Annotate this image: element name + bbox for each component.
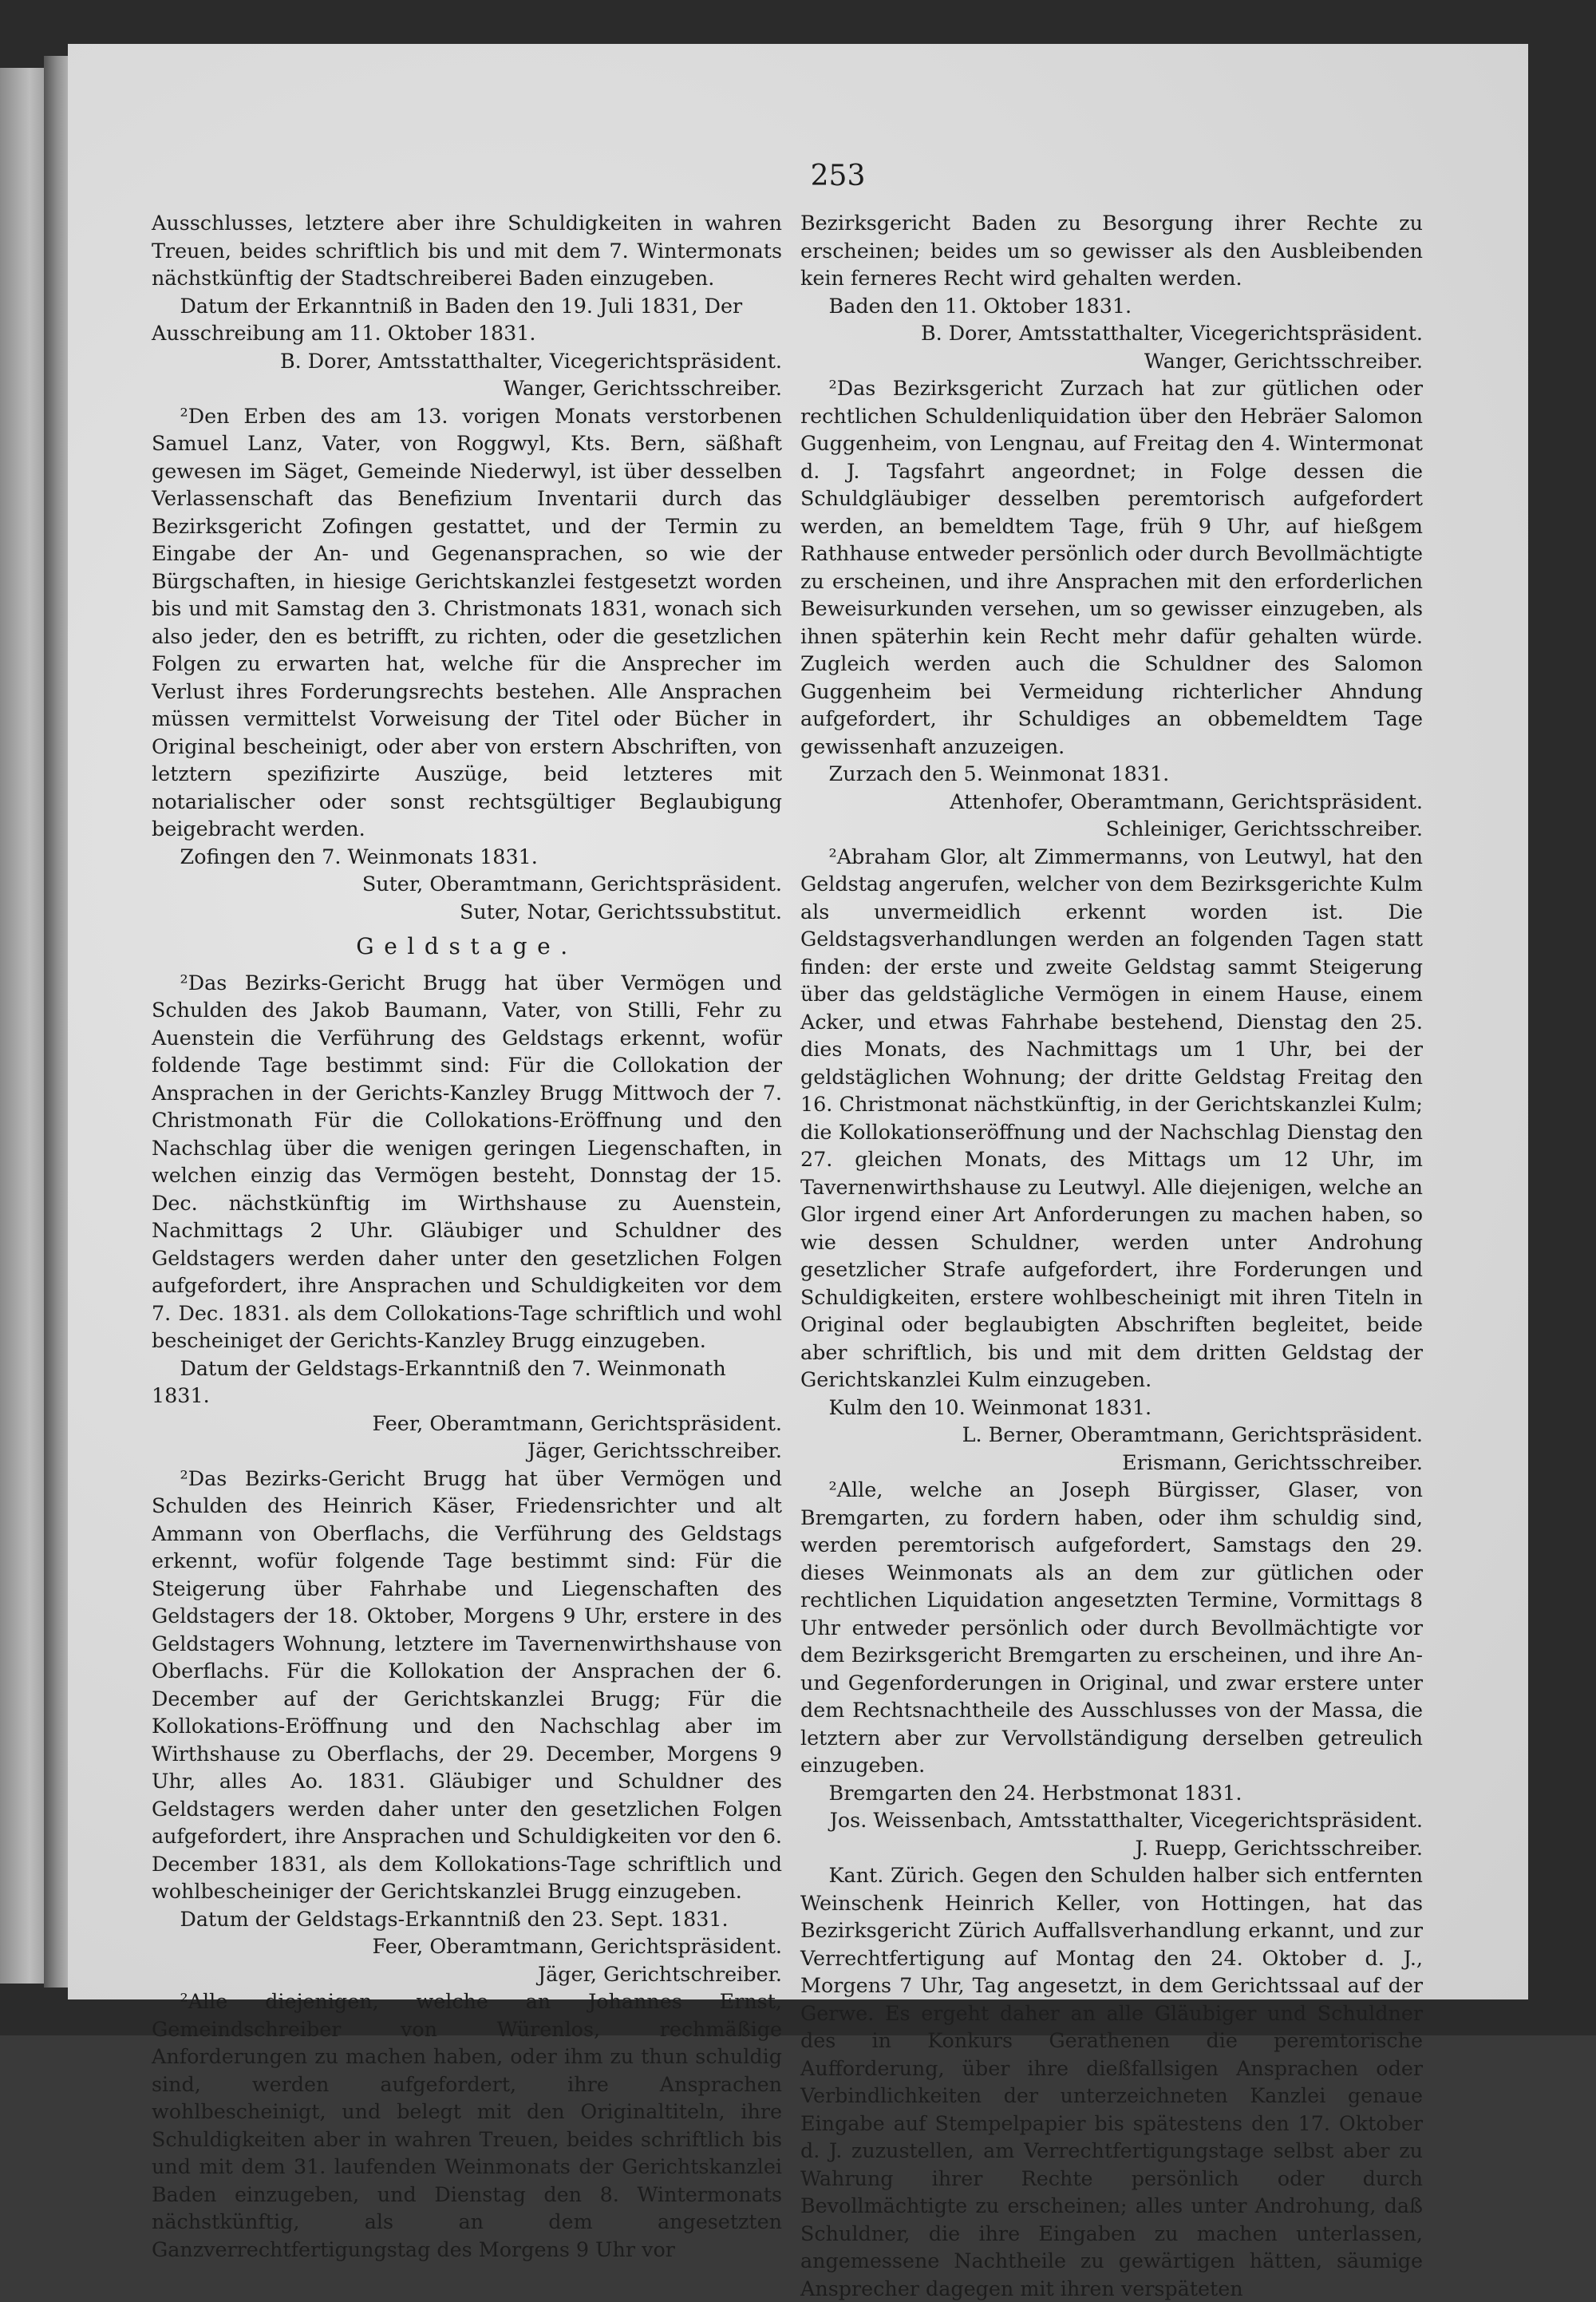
notice-dateline: Zofingen den 7. Weinmonats 1831. (180, 844, 538, 868)
notice-dateline: Baden den 11. Oktober 1831. (828, 293, 1132, 318)
notice-signature: Jos. Weissenbach, Amtsstatthalter, Vicegerichtspräsident. (829, 1808, 1423, 1832)
notice-signature: B. Dorer, Amtsstatthalter, Vicegerichtspräsident. (920, 321, 1423, 345)
notice-entry: ²Alle diejenigen, welche an Johannes Ernst, Gemeindschreiber von Würenlos, rechmäßige Anforderungen zu machen haben, oder ihm zu thun schuldig sind, werden aufgefordert, ihre Ansprachen wohlbescheinigt, und belegt mit den Originaltiteln, ihre Schuldigkeiten aber in wahren Treuen, beides schriftlich bis und mit dem 31. laufenden Weinmonats der Gerichtskanzlei Baden einzugeben, und Dienstag den 8. Wintermonats nächstkünftig, als an dem angesetzten Ganzverrechtfertigungstag des Morgens 9 Uhr vor (152, 1989, 782, 2261)
notice-entry: ²Den Erben des am 13. vorigen Monats verstorbenen Samuel Lanz, Vater, von Roggwyl, Kts. Bern, säßhaft gewesen im Säget, Gemeinde Niederwyl, ist über desselben Verlassenschaft das Benefizium Inventarii durch das Bezirksgericht Zofingen gestattet, und der Termin zu Eingabe der An- und Gegenansprachen, so wie der Bürgschaften, in hiesige Gerichtskanzlei festgesetzt worden bis und mit Samstag den 3. Christmonats 1831, wonach sich also jeder, den es betrifft, zu richten, oder die gesetzlichen Folgen zu erwarten hat, welche für die Ansprecher im Verlust ihres Forderungsrechts bestehen. Alle Ansprachen müssen vermittelst Vorweisung der Titel oder Bücher in Original bescheinigt, oder aber von erstern Abschriften, von letztern spezifizirte Auszüge, beid letzteres mit notarialischer oder sonst rechtsgültiger Beglaubigung beigebracht werden. (152, 403, 782, 841)
notice-signature: Wanger, Gerichtsschreiber. (503, 376, 782, 400)
notice-signature: Attenhofer, Oberamtmann, Gerichtspräsident. (950, 789, 1423, 813)
notice-entry: ²Das Bezirksgericht Zurzach hat zur gütlichen oder rechtlichen Schuldenliquidation über den Hebräer Salomon Guggenheim, von Lengnau, auf Freitag den 4. Wintermonat d. J. Tagsfahrt angeordnet; in Folge dessen die Schuldgläubiger desselben peremtorisch aufgefordert werden, an bemeldtem Tage, früh 9 Uhr, auf hießgem Rathhause entweder persönlich oder durch Bevollmächtigte zu erscheinen, und ihre Ansprachen mit den erforderlichen Beweisurkunden versehen, um so gewisser einzugeben, als ihnen späterhin kein Recht mehr dafür gehalten würde. Zugleich werden auch die Schuldner des Salomon Guggenheim bei Vermeidung richterlicher Ahndung aufgefordert, ihr Schuldiges an obbemeldtem Tage gewissenhaft anzuzeigen. (800, 376, 1423, 758)
notice-entry: ²Alle, welche an Joseph Bürgisser, Glaser, von Bremgarten, zu fordern haben, oder ihm schuldig sind, werden peremtorisch aufgefordert, Samstags den 29. dieses Weinmonats als an dem zur gütlichen oder rechtlichen Liquidation angesetzten Termine, Vormittags 8 Uhr entweder persönlich oder durch Bevollmächtigte vor dem Bezirksgericht Bremgarten zu erscheinen, und ihre An- und Gegenforderungen in Original, und zwar erstere unter dem Rechtsnachtheile des Ausschlusses von der Massa, die letztern aber zur Vervollständigung derselben getreulich einzugeben. (800, 1477, 1423, 1777)
section-heading: Geldstage. (356, 933, 578, 959)
notice-signature: Erismann, Gerichtsschreiber. (1122, 1450, 1423, 1474)
notice-continuation: Bezirksgericht Baden zu Besorgung ihrer Rechte zu erscheinen; beides um so gewisser als den Ausbleibenden kein ferneres Recht wird gehalten werden. (800, 211, 1423, 290)
notice-dateline: Kulm den 10. Weinmonat 1831. (828, 1394, 1152, 1419)
notice-signature: Schleiniger, Gerichtsschreiber. (1105, 817, 1423, 841)
notice-signature: Suter, Notar, Gerichtssubstitut. (460, 899, 782, 924)
notice-continuation: Ausschlusses, letztere aber ihre Schuldigkeiten in wahren Treuen, beides schriftlich bis und mit dem 7. Wintermonats nächstkünftig der Stadtschreiberei Baden einzugeben. (152, 211, 782, 290)
notice-signature: Suter, Oberamtmann, Gerichtspräsident. (361, 872, 782, 896)
notice-dateline: Zurzach den 5. Weinmonat 1831. (828, 761, 1170, 785)
notice-entry: ²Das Bezirks-Gericht Brugg hat über Vermögen und Schulden des Jakob Baumann, Vater, von Stilli, Fehr zu Auenstein die Verführung des Geldstags erkennt, wofür foldende Tage bestimmt sind: Für die Collokation der Ansprachen in der Gerichts-Kanzley Brugg Mittwoch der 7. Christmonath Für die Collokations-Eröffnung und den Nachschlag über die wenigen geringen Liegenschaften, in welchen einzig das Vermögen besteht, Donnstag der 15. Dec. nächstkünftig im Wirthshause zu Auenstein, Nachmittags 2 Uhr. Gläubiger und Schuldner des Geldstagers werden daher unter den gesetzlichen Folgen aufgefordert, ihre Ansprachen und Schuldigkeiten vor dem 7. Dec. 1831. als dem Collokations-Tage schriftlich und wohl bescheiniget der Gerichts-Kanzley Brugg einzugeben. (152, 970, 782, 1352)
notice-signature: Feer, Oberamtmann, Gerichtspräsident. (372, 1410, 782, 1435)
facing-page-edge (0, 68, 49, 1984)
notice-dateline: Datum der Geldstags-Erkanntniß den 7. Weinmonath 1831. (152, 1355, 726, 1407)
notice-entry: Kant. Zürich. Gegen den Schulden halber sich entfernten Weinschenk Heinrich Keller, von Hottingen, hat das Bezirksgericht Zürich Auffallsverhandlung erkannt, und zur Verrechtfertigung auf Montag den 24. Oktober d. J., Morgens 7 Uhr, Tag angesetzt, in dem Gerichtssaal auf der Gerwe. Es ergeht daher an alle Gläubiger und Schuldner des in Konkurs Gerathenen die peremtorische Aufforderung, über ihre dießfallsigen Ansprachen oder Verbindlichkeiten der unterzeichneten Kanzlei genaue Eingabe auf Stempelpapier bis spätestens den 17. Oktober d. J. zuzustellen, am Verrechtfertigungstage selbst aber zu Wahrung ihrer Rechte persönlich oder durch Bevollmächtigte zu erscheinen; alles unter Androhung, daß Schuldner, die ihre Eingaben zu machen unterlassen, angemessene Nachtheile zu gewärtigen hätten, säumige Ansprecher dagegen mit ihren verspäteten (800, 1863, 1423, 2300)
left-column (152, 209, 782, 2263)
notice-entry: ²Das Bezirks-Gericht Brugg hat über Vermögen und Schulden des Heinrich Käser, Friedensrichter und alt Ammann von Oberflachs, die Verführung des Geldstags erkennt, wofür folgende Tage bestimmt sind: Für die Steigerung über Fahrhabe und Liegenschaften des Geldstagers der 18. Oktober, Morgens 9 Uhr, erstere in des Geldstagers Wohnung, letztere im Tavernenwirthshause von Oberflachs. Für die Kollokation der Ansprachen der 6. December auf der Gerichtskanzlei Brugg; Für die Kollokations-Eröffnung und den Nachschlag aber im Wirthshause zu Oberflachs, der 29. December, Morgens 9 Uhr, alles Ao. 1831. Gläubiger und Schuldner des Geldstagers werden daher unter den gesetzlichen Folgen aufgefordert, ihre Ansprachen und Schuldigkeiten vor den 6. December 1831, als dem Kollokations-Tage schriftlich und wohlbescheiniger der Gerichtskanzlei Brugg einzugeben. (152, 1465, 782, 1903)
notice-signature: Feer, Oberamtmann, Gerichtspräsident. (372, 1934, 782, 1958)
notice-signature: L. Berner, Oberamtmann, Gerichtspräsident. (962, 1422, 1423, 1446)
notice-signature: B. Dorer, Amtsstatthalter, Vicegerichtspräsident. (279, 348, 782, 373)
page-number: 253 (810, 160, 866, 192)
notice-signature: Jäger, Gerichtschreiber. (537, 1961, 782, 1986)
notice-dateline: Bremgarten den 24. Herbstmonat 1831. (828, 1780, 1242, 1805)
notice-dateline: Datum der Geldstags-Erkanntniß den 23. Sept. 1831. (180, 1906, 729, 1931)
notice-signature: Jäger, Gerichtsschreiber. (527, 1438, 782, 1462)
notice-signature: J. Ruepp, Gerichtsschreiber. (1135, 1835, 1423, 1860)
right-column (800, 209, 1423, 2302)
notice-entry: ²Abraham Glor, alt Zimmermanns, von Leutwyl, hat den Geldstag angerufen, welcher von dem Bezirksgerichte Kulm als unvermeidlich erkennt worden ist. Die Geldstagsverhandlungen werden an folgenden Tagen statt finden: der erste und zweite Geldstag sammt Steigerung über das geldstägliche Vermögen in einem Hause, einem Acker, und etwas Fahrhabe bestehend, Dienstag den 25. dies Monats, des Nachmittags um 1 Uhr, bei der geldstäglichen Wohnung; der dritte Geldstag Freitag den 16. Christmonat nächstkünftig, in der Gerichtskanzlei Kulm; die Kollokationseröffnung und der Nachschlag Dienstag den 27. gleichen Monats, des Mittags um 12 Uhr, im Tavernenwirthshause zu Leutwyl. Alle diejenigen, welche an Glor irgend einer Art Anforderungen zu machen haben, so wie dessen Schuldner, werden unter Androhung gesetzlicher Strafe aufgefordert, ihre Forderungen und Schuldigkeiten, erstere wohlbescheinigt mit ihren Titeln in Original oder beglaubigten Abschriften begleitet, beide aber schriftlich, bis und mit dem dritten Geldstag der Gerichtskanzlei Kulm einzugeben. (800, 844, 1423, 1391)
notice-dateline: Datum der Erkanntniß in Baden den 19. Juli 1831, Der Ausschreibung am 11. Oktober 1831. (152, 293, 743, 345)
notice-signature: Wanger, Gerichtsschreiber. (1144, 348, 1423, 373)
